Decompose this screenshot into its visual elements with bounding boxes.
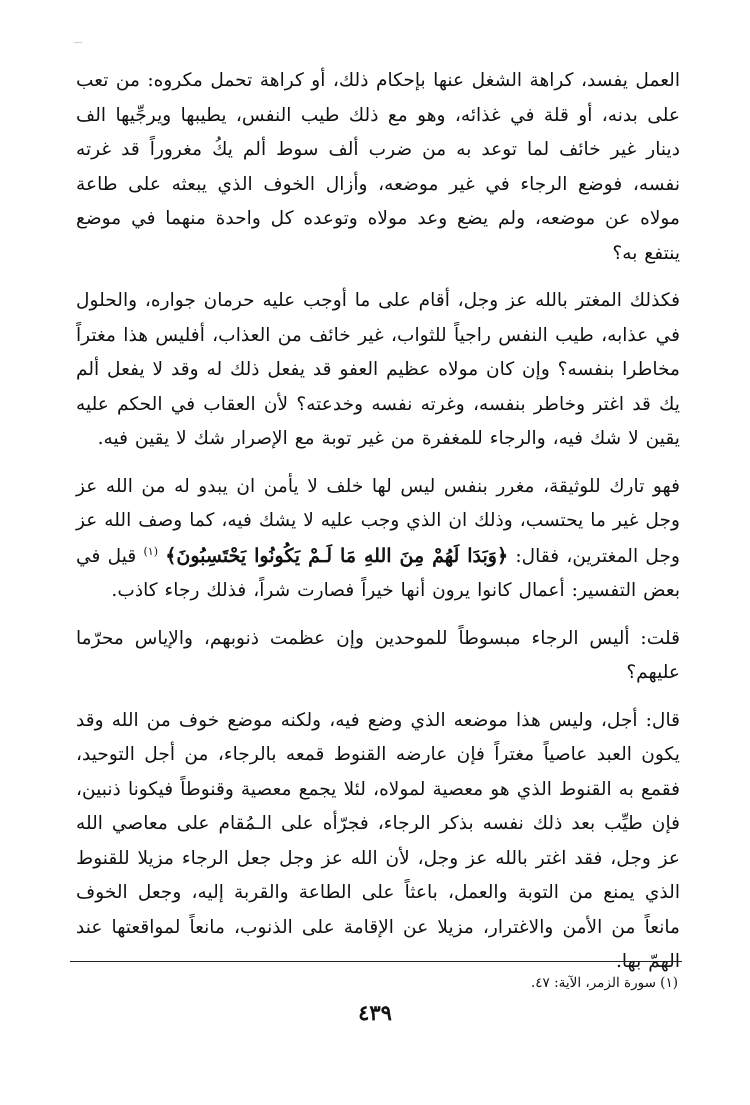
footnote-divider [70,961,682,962]
paragraph-1: العمل يفسد، كراهة الشغل عنها بإحكام ذلك، أو كراهة تحمل مكروه: من تعب على بدنه، أو قلة في غذائه، وهو مع ذلك طيب النفس، يطيبها ويرجِّيها الف دينار غير خائف لما توعد به من ضرب ألف سوط ألم يكُ مغروراً قد غرته نفسه، فوضع الرجاء في غير موضعه، وأزال الخوف الذي يبعثه على طاعة مولاه عن موضعه، ولم يضع وعد مولاه وتوعده كل واحدة منهما في موضع ينتفع به؟ [76,70,680,264]
paragraph-3 [76,470,680,609]
footnote: (١) سورة الزمر، الآية: ٤٧. [530,975,678,991]
paragraph-4: قلت: أليس الرجاء مبسوطاً للموحدين وإن عظمت ذنوبهم، والإياس محرّما عليهم؟ [76,627,680,683]
scan-corner-mark [74,42,82,43]
paragraph-5: قال: أجل، وليس هذا موضعه الذي وضع فيه، ولكنه موضع خوف من الله وقد يكون العبد عاصياً مغتراً فإن عارضه القنوط قمعه بالرجاء، من أجل التوحيد، فقمع به القنوط الذي هو معصية لمولاه، لئلا يجمع معصية وقنوطاً فيكونا ذنبين، فإن طيِّب بعد ذلك نفسه بذكر الرجاء، فجرّأه على الـمُقام على معاصي الله عز وجل، فقد اغتر بالله عز وجل، لأن الله عز وجل جعل الرجاء مزيلا للقنوط الذي يمنع من التوبة والعمل، باعثاً على الطاعة والقربة إليه، وجعل الخوف مانعاً من الأمن والاغترار، مزيلا عن الإقامة على الذنوب، مانعاً لمواقعتها عند الهمّ بها. [76,709,680,972]
main-text [76,64,680,980]
paragraph-3-continuation: قيل في بعض التفسير: أعمال كانوا يرون أنها خيراً فصارت شراً، فذلك رجاء كاذب. [76,545,680,601]
paragraph-2: فكذلك المغتر بالله عز وجل، أقام على ما أوجب عليه حرمان جواره، والحلول في عذابه، طيب النفس راجياً للثواب، غير خائف من العذاب، أفليس هذا مغتراً مخاطرا بنفسه؟ وإن كان مولاه عظيم العفو قد يفعل ذلك له وقد لا يفعل ألم يك قد اغتر وخاطر بنفسه، وغرته نفسه وخدعته؟ لأن العقاب في الحكم عليه يقين لا شك فيه، والرجاء للمغفرة من غير توبة مع الإصرار شك لا يقين فيه. [76,290,680,449]
footnote-reference[interactable]: (١) [143,544,159,558]
page-number: ٤٣٩ [358,1000,392,1025]
paragraph-3-text: فهو تارك للوثيقة، مغرر بنفس ليس لها خلف لا يأمن ان يبدو له من الله عز وجل غير ما يحتسب، وذلك ان الذي وجب عليه لا يشك فيه، كما وصف الله عز وجل المغترين، فقال: [76,475,680,567]
quran-verse: ﴿وَبَدَا لَهُمْ مِنَ اللهِ مَا لَـمْ يَكُونُوا يَحْتَسِبُونَ﴾ [165,544,509,567]
